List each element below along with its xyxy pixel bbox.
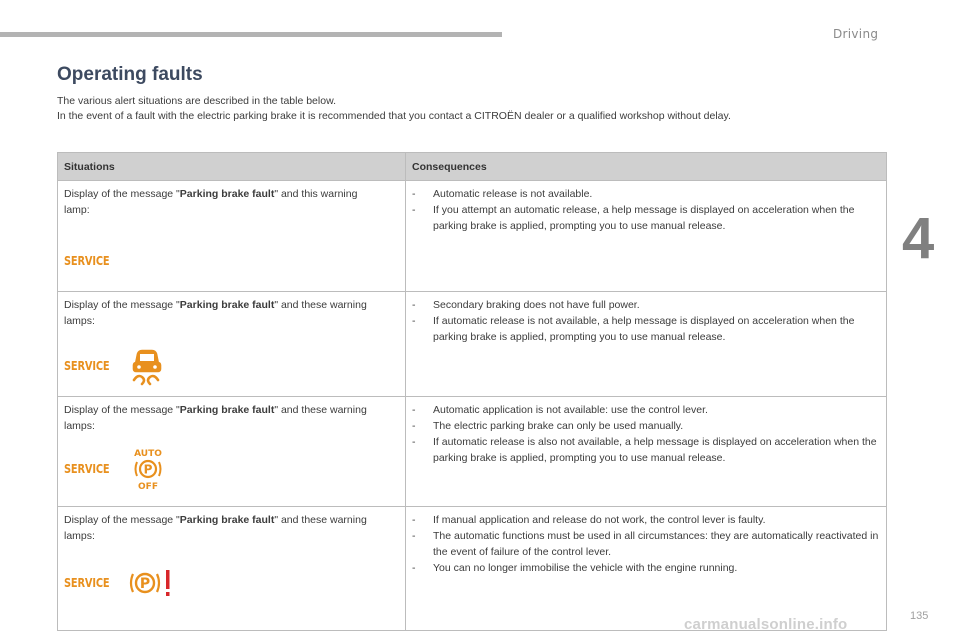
section-title: Driving (833, 27, 879, 41)
situation-cell (58, 397, 406, 507)
consequence-list (412, 402, 880, 466)
situation-message: Parking brake fault (179, 188, 275, 200)
column-header-consequences: Consequences (406, 153, 887, 181)
service-warning-lamp: SERVICE (64, 576, 110, 590)
situation-pre: Display of the message " (64, 188, 180, 200)
warning-lamps (64, 236, 385, 286)
list-item: - If you attempt an automatic release, a help message is displayed on acceleration when the parking brake is applied, prompting you to use manual release. (412, 204, 855, 232)
list-item: - You can no longer immobilise the vehicle with the engine running. (412, 562, 738, 574)
table-row (58, 397, 887, 507)
situation-message: Parking brake fault (179, 514, 275, 526)
list-item: - The electric parking brake can only be used manually. (412, 420, 684, 432)
situation-cell (58, 507, 406, 631)
list-item: - If automatic release is not available, a help message is displayed on acceleration when the parking brake is applied, prompting you to use manual release. (412, 315, 855, 343)
warning-lamps (64, 444, 385, 494)
service-warning-lamp: SERVICE (64, 359, 110, 373)
situation-pre: Display of the message " (64, 514, 180, 526)
list-item: - If automatic release is also not available, a help message is displayed on acceleration when the parking brake is applied, prompting you to use manual release. (412, 436, 877, 464)
list-item: - Secondary braking does not have full power. (412, 299, 640, 311)
auto-parking-brake-off-icon (128, 447, 168, 491)
situation-cell (58, 292, 406, 397)
situation-pre: Display of the message " (64, 404, 180, 416)
auto-label: AUTO (134, 449, 162, 459)
situation-message: Parking brake fault (179, 404, 275, 416)
parking-brake-fault-icon (128, 567, 174, 599)
list-item: - Automatic application is not available: use the control lever. (412, 404, 708, 416)
off-label: OFF (138, 482, 158, 491)
situation-text (64, 512, 385, 544)
chapter-number: 4 (902, 206, 935, 271)
table-row (58, 181, 887, 292)
stability-control-icon (128, 346, 166, 386)
table-row (58, 507, 887, 631)
consequences-cell (406, 507, 887, 631)
service-warning-lamp: SERVICE (64, 462, 110, 476)
auto-letter: P (143, 462, 153, 477)
situation-post: " and these warning lamps: (64, 299, 367, 327)
warning-lamps (64, 341, 385, 391)
consequence-list (412, 512, 880, 576)
intro-line: In the event of a fault with the electric parking brake it is recommended that you contact a CITROËN dealer or a qualified workshop without delay. (57, 110, 731, 122)
list-item: - The automatic functions must be used in all circumstances: they are automatically reactivated in the event of failure of the control lever. (412, 530, 879, 558)
situation-text (64, 186, 385, 218)
table-row (58, 292, 887, 397)
situation-text (64, 402, 385, 434)
situation-post: " and these warning lamps: (64, 514, 367, 542)
consequence-list (412, 186, 880, 234)
situation-post: " and this warning lamp: (64, 188, 358, 216)
situation-pre: Display of the message " (64, 299, 180, 311)
service-warning-lamp: SERVICE (64, 254, 110, 268)
consequence-list (412, 297, 880, 345)
intro-line: The various alert situations are described in the table below. (57, 95, 336, 107)
column-header-situations: Situations (58, 153, 406, 181)
warning-lamps (64, 558, 385, 608)
page-number: 135 (910, 610, 929, 622)
faults-table (57, 152, 887, 631)
list-item: - Automatic release is not available. (412, 188, 593, 200)
list-item: - If manual application and release do not work, the control lever is faulty. (412, 514, 766, 526)
consequences-cell (406, 292, 887, 397)
table-header-row (58, 153, 887, 181)
situation-post: " and these warning lamps: (64, 404, 367, 432)
consequences-cell (406, 181, 887, 292)
situation-message: Parking brake fault (179, 299, 275, 311)
intro-text (57, 94, 917, 124)
consequences-cell (406, 397, 887, 507)
brake-letter: P (139, 576, 151, 592)
situation-cell (58, 181, 406, 292)
watermark: carmanualsonline.info (684, 616, 848, 633)
page-title: Operating faults (57, 64, 203, 85)
header-rule (0, 32, 502, 37)
situation-text (64, 297, 385, 329)
